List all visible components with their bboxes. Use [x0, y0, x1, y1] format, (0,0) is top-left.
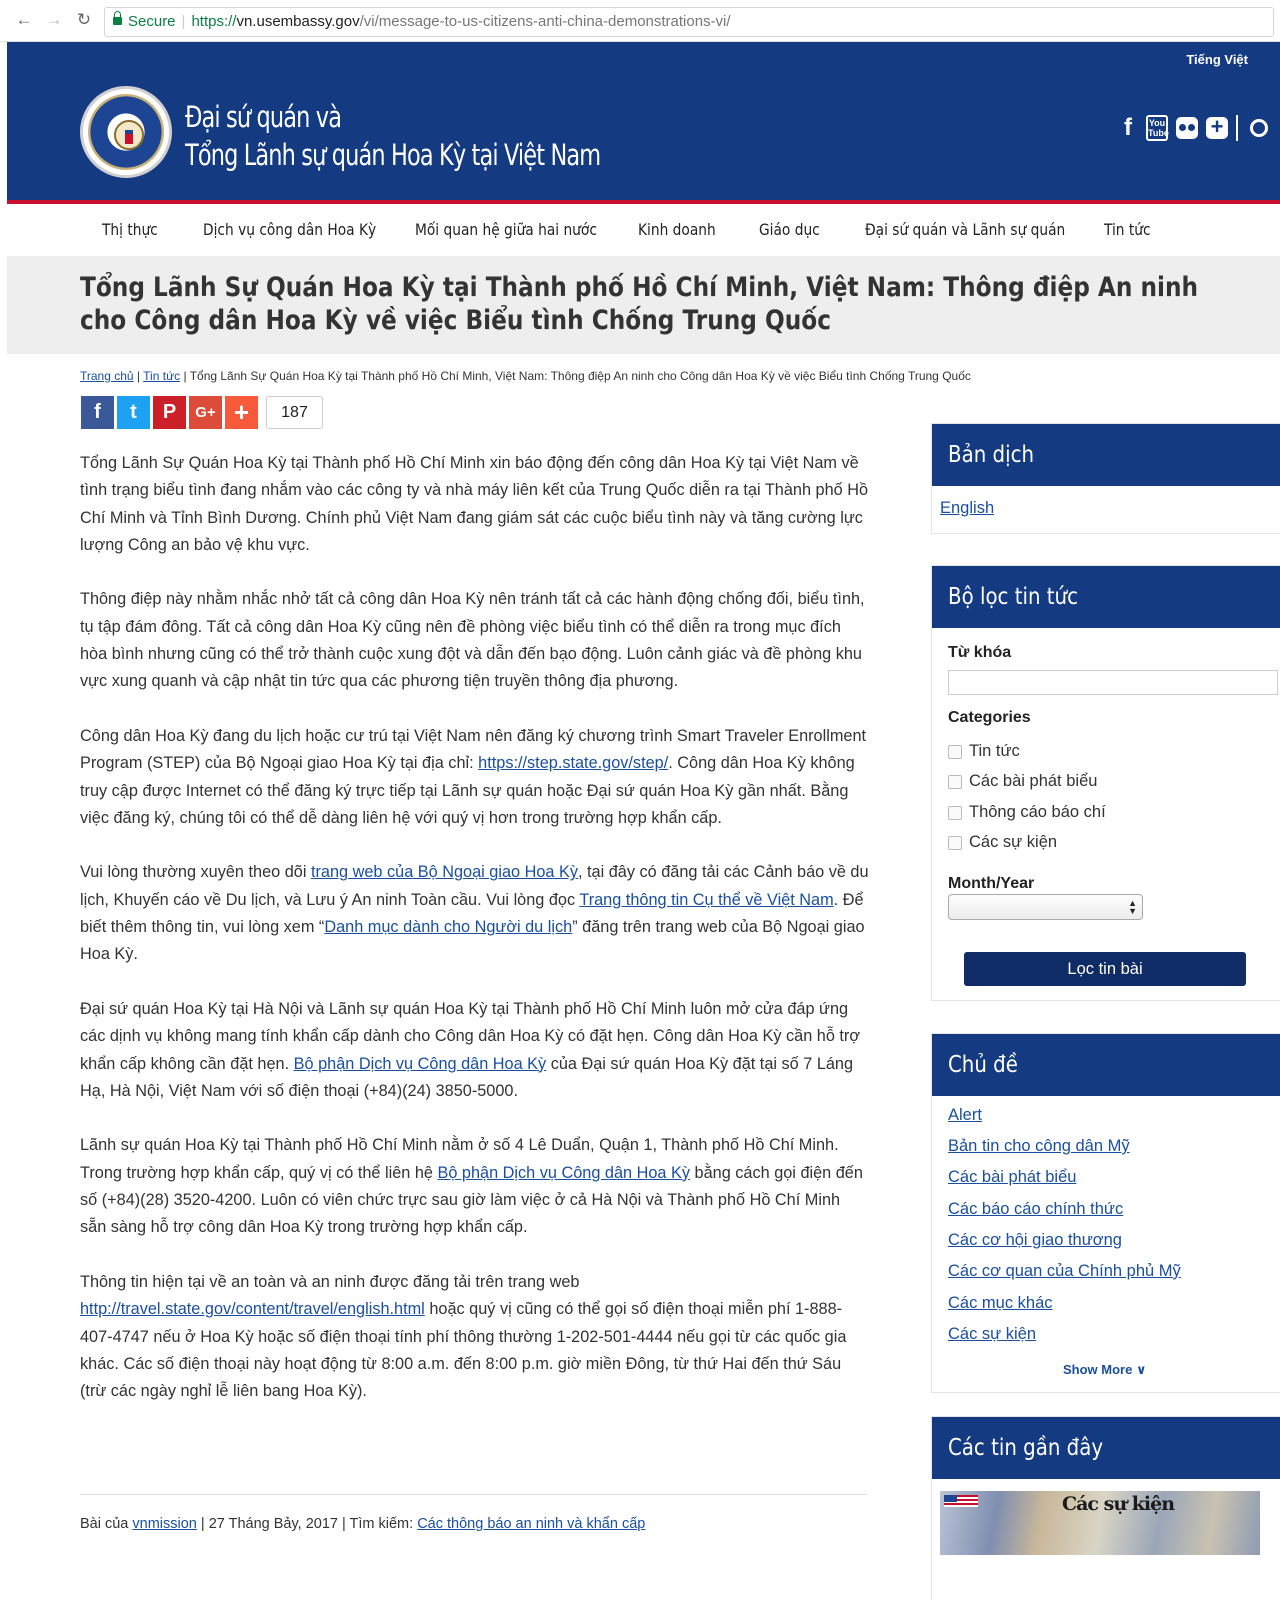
checkbox[interactable]: [948, 745, 962, 759]
checkbox[interactable]: [948, 775, 962, 789]
title-band: [7, 256, 1280, 354]
widget-title-text: Các tin gần đây: [948, 1435, 1104, 1461]
page-title: Tổng Lãnh Sự Quán Hoa Kỳ tại Thành phố Hồ Chí Minh, Việt Nam: Thông điệp An ninh cho Công dân Hoa Kỳ về việc Biểu tình Chống Trung Quốc: [80, 272, 1199, 336]
categories-label: Categories: [948, 709, 1031, 726]
news-filter-widget-title: [932, 566, 1280, 628]
nav-item-relations[interactable]: Mối quan hệ giữa hai nước: [415, 220, 597, 239]
topic-link[interactable]: Bản tin cho công dân Mỹ: [948, 1137, 1130, 1155]
flickr-icon[interactable]: [1176, 117, 1198, 139]
checkbox[interactable]: [948, 806, 962, 820]
recent-news-widget-title: [932, 1417, 1280, 1479]
author-link[interactable]: vnmission: [132, 1516, 197, 1532]
category-news[interactable]: [948, 742, 1020, 761]
paragraph-text: Thông tin hiện tại về an toàn và an ninh được đăng tải trên trang web: [80, 1272, 580, 1291]
article-paragraph-4: [80, 859, 870, 968]
reload-icon[interactable]: ↻: [76, 10, 92, 29]
breadcrumb-home[interactable]: Trang chủ: [80, 369, 134, 383]
pinterest-share-button[interactable]: P: [153, 396, 186, 429]
forward-arrow-icon[interactable]: →: [45, 10, 63, 29]
keyword-input[interactable]: [948, 670, 1278, 695]
topic-link[interactable]: Các sự kiện: [948, 1325, 1037, 1343]
article-paragraph-5: [80, 996, 870, 1105]
translation-widget: [931, 423, 1280, 534]
category-label: Tin tức: [969, 742, 1020, 760]
article-byline: [80, 1516, 645, 1532]
news-filter-widget: [931, 565, 1280, 1001]
more-share-button[interactable]: +: [225, 396, 258, 429]
youtube-icon[interactable]: You Tube: [1146, 115, 1168, 141]
language-link[interactable]: Tiếng Việt: [1186, 52, 1248, 67]
paragraph-text: , tại đây có đăng tải các Cảnh báo về du lịch, Khuyến cáo về Du lịch, và Lưu ý An ninh Toàn cầu. Vui lòng đọc: [80, 863, 869, 909]
state-department-seal[interactable]: [80, 86, 172, 178]
article-body: [80, 450, 870, 1433]
article-paragraph-6: [80, 1132, 870, 1241]
nav-item-news[interactable]: Tin tức: [1104, 220, 1151, 239]
url-scheme: https://: [191, 13, 237, 30]
breadcrumb-news[interactable]: Tin tức: [143, 369, 181, 383]
article-footer-divider: [80, 1494, 867, 1495]
paragraph-text: của Đại sứ quán Hoa Kỳ đặt tại số 7 Láng Hạ, Hà Nội, Việt Nam với số điện thoại (+84)(24) 3850-5000.: [80, 1054, 854, 1100]
nav-item-visa[interactable]: Thị thực: [102, 220, 158, 239]
share-count: 187: [266, 396, 323, 429]
url-path: /vi/message-to-us-citizens-anti-china-demonstrations-vi/: [359, 13, 731, 30]
widget-title-text: Chủ đề: [948, 1052, 1018, 1078]
category-label: Thông cáo báo chí: [969, 803, 1106, 821]
article-paragraph-2-text: Thông điệp này nhằm nhắc nhở tất cả công dân Hoa Kỳ nên tránh tất cả các hành động chống đối, biểu tình, tụ tập đám đông. Tất cả công dân Hoa Kỳ cũng nên đề phòng việc biểu tình có thể diễn ra trong mục đích hòa bình nhưng cũng có thể trở thành cuộc xung đột và dẫn đến bạo động. Luôn cảnh giác và đề phòng khu vực xung quanh và cập nhật tin tức qua các phương tiện truyền thông địa phương.: [80, 590, 865, 691]
nav-item-education[interactable]: Giáo dục: [759, 220, 820, 239]
main-navigation: [0, 208, 1280, 256]
vietnam-country-info-link[interactable]: Trang thông tin Cụ thể về Việt Nam: [579, 890, 834, 909]
english-translation-link[interactable]: English: [940, 499, 995, 517]
month-year-label: Month/Year: [948, 875, 1035, 892]
article-paragraph-7: [80, 1269, 870, 1405]
tag-link[interactable]: Các thông báo an ninh và khẩn cấp: [417, 1516, 646, 1532]
events-thumbnail-title: Các sự kiện: [1062, 1493, 1175, 1515]
translation-widget-title: [932, 424, 1280, 486]
traveler-checklist-link[interactable]: Danh mục dành cho Người du lịch: [324, 918, 573, 937]
category-speeches[interactable]: [948, 772, 1097, 791]
travel-state-gov-link[interactable]: http://travel.state.gov/content/travel/english.html: [80, 1300, 425, 1319]
step-link[interactable]: https://step.state.gov/step/: [478, 754, 669, 773]
address-bar[interactable]: [104, 7, 1274, 37]
topic-link[interactable]: Các mục khác: [948, 1294, 1053, 1312]
seal-eagle: [114, 120, 144, 150]
paragraph-text: hoặc quý vị cũng có thể gọi số điện thoại miễn phí 1-888-407-4747 nếu ở Hoa Kỳ hoặc số điện thoại tính phí thông thường 1-202-501-4444 nếu gọi từ các quốc gia khác. Các số điện thoại này hoạt động từ 8:00 a.m. đến 8:00 p.m. giờ miền Đông, từ thứ Hai đến thứ Sáu (trừ các ngày nghỉ lễ liên bang Hoa Kỳ).: [80, 1300, 847, 1401]
breadcrumb-current: Tổng Lãnh Sự Quán Hoa Kỳ tại Thành phố Hồ Chí Minh, Việt Nam: Thông điệp An ninh cho Công dân Hoa Kỳ về việc Biểu tình Chống Trung Quốc: [189, 369, 971, 383]
show-more-link[interactable]: Show More ∨: [1063, 1362, 1147, 1377]
widget-title-text: Bộ lọc tin tức: [948, 584, 1078, 610]
share-bar: [81, 396, 323, 429]
category-press-releases[interactable]: [948, 803, 1106, 822]
state-department-link[interactable]: trang web của Bộ Ngoại giao Hoa Kỳ: [310, 863, 578, 882]
paragraph-text: Đại sứ quán Hoa Kỳ tại Hà Nội và Lãnh sự quán Hoa Kỳ tại Thành phố Hồ Chí Minh luôn mở cửa đáp ứng các dịnh vụ không mang tính khẩn cấp dành cho Công dân Hoa Kỳ có đặt hẹn. Công dân Hoa Kỳ cần hỗ trợ khẩn cấp không cần đặt hẹn.: [80, 999, 861, 1073]
facebook-share-button[interactable]: f: [81, 396, 114, 429]
site-title-line-2: Tổng Lãnh sự quán Hoa Kỳ tại Việt Nam: [185, 138, 601, 172]
site-header: [7, 42, 1280, 204]
paragraph-text: . Để biết thêm thông tin, vui lòng xem “: [80, 890, 864, 937]
recent-news-widget: [931, 1416, 1280, 1600]
nav-item-embassy-consulate[interactable]: Đại sứ quán và Lãnh sự quán: [865, 220, 1066, 239]
paragraph-text: Công dân Hoa Kỳ đang du lịch hoặc cư trú tại Việt Nam nên đăng ký chương trình Smart Traveler Enrollment Program (STEP) của Bộ Ngoại giao Hoa Kỳ tại địa chỉ:: [80, 726, 867, 773]
citizen-services-link[interactable]: Bộ phận Dịch vụ Công dân Hoa Kỳ: [437, 1163, 691, 1182]
topic-link[interactable]: Alert: [948, 1106, 982, 1124]
address-separator: |: [181, 13, 186, 30]
topic-link[interactable]: Các cơ quan của Chính phủ Mỹ: [948, 1262, 1181, 1280]
paragraph-text: bằng cách gọi điện đến số (+84)(28) 3520-4200. Luôn có viên chức trực sau giờ làm việc ở cả Hà Nội và Thành phố Hồ Chí Minh sẵn sàng hỗ trợ công dân Hoa Kỳ trong trường hợp khẩn cấp.: [80, 1163, 863, 1237]
browser-toolbar: [0, 0, 1280, 42]
paragraph-text: Lãnh sự quán Hoa Kỳ tại Thành phố Hồ Chí Minh nằm ở số 4 Lê Duẩn, Quận 1, Thành phố Hồ Chí Minh. Trong trường hợp khẩn cấp, quý vị có thể liên hệ: [80, 1136, 839, 1182]
month-year-select[interactable]: [948, 894, 1143, 920]
lock-icon: [113, 17, 122, 25]
secure-label: Secure: [128, 13, 176, 30]
widget-title-text: Bản dịch: [948, 442, 1034, 468]
site-title-line-1: Đại sứ quán và: [185, 100, 342, 134]
url-host: vn.usembassy.gov: [236, 13, 360, 30]
social-links: [1118, 114, 1260, 142]
topic-link[interactable]: Các bài phát biểu: [948, 1168, 1077, 1186]
topics-widget-title: [932, 1034, 1280, 1096]
breadcrumb: [80, 369, 971, 383]
paragraph-text: ” đăng trên trang web của Bộ Ngoại giao Hoa Kỳ.: [80, 918, 865, 964]
more-icon[interactable]: +: [1206, 117, 1228, 139]
googleplus-share-button[interactable]: G+: [189, 396, 222, 429]
category-label: Các bài phát biểu: [969, 772, 1098, 790]
category-events[interactable]: [948, 833, 1057, 852]
citizen-services-link[interactable]: Bộ phận Dịch vụ Công dân Hoa Kỳ: [293, 1054, 547, 1073]
filter-posts-button[interactable]: Lọc tin bài: [964, 952, 1246, 986]
search-icon[interactable]: [1246, 117, 1260, 139]
nav-item-business[interactable]: Kinh doanh: [638, 220, 716, 239]
breadcrumb-separator: |: [133, 369, 144, 383]
nav-item-citizen-services[interactable]: Dịch vụ công dân Hoa Kỳ: [203, 220, 377, 239]
category-label: Các sự kiện: [969, 833, 1058, 851]
byline-date: | 27 Tháng Bảy, 2017 | Tìm kiếm:: [196, 1516, 418, 1532]
us-flag-graphic: [944, 1495, 978, 1507]
paragraph-text: . Công dân Hoa Kỳ không truy cập được Internet có thể đăng ký trực tiếp tại Lãnh sự quán hoặc Đại sứ quán Hoa Kỳ gần nhất. Bằng việc đăng ký, chúng tôi có thể dễ dàng liên hệ với quý vị hơn trong trường hợp khẩn cấp.: [80, 754, 855, 827]
topics-widget: [931, 1033, 1280, 1393]
events-thumbnail[interactable]: [940, 1491, 1260, 1555]
checkbox[interactable]: [948, 836, 962, 850]
byline-prefix: Bài của: [80, 1516, 133, 1532]
social-divider: [1236, 115, 1238, 141]
topic-link[interactable]: Các cơ hội giao thương: [948, 1231, 1122, 1249]
back-arrow-icon[interactable]: ←: [15, 10, 33, 29]
article-paragraph-1: Tổng Lãnh Sự Quán Hoa Kỳ tại Thành phố Hồ Chí Minh xin báo động đến công dân Hoa Kỳ tại Việt Nam về tình trạng biểu tình đang nhắm vào các công ty và nhà máy liên kết của Trung Quốc diễn ra tại Thành phố Hồ Chí Minh và Tỉnh Bình Dương. Chính phủ Việt Nam đang giám sát các cuộc biểu tình này và tăng cường lực lượng Công an bảo vệ khu vực.: [80, 454, 869, 554]
site-title[interactable]: [185, 98, 600, 174]
topic-link[interactable]: Các báo cáo chính thức: [948, 1200, 1124, 1218]
twitter-share-button[interactable]: t: [117, 396, 150, 429]
article-paragraph-2: [80, 586, 870, 695]
keyword-label: Từ khóa: [948, 644, 1012, 661]
select-arrows-icon: ▲ ▼: [1128, 898, 1137, 916]
paragraph-text: Vui lòng thường xuyên theo dõi: [80, 863, 311, 882]
breadcrumb-separator: |: [180, 369, 190, 383]
facebook-icon[interactable]: f: [1124, 114, 1132, 141]
article-paragraph-3: [80, 723, 870, 832]
